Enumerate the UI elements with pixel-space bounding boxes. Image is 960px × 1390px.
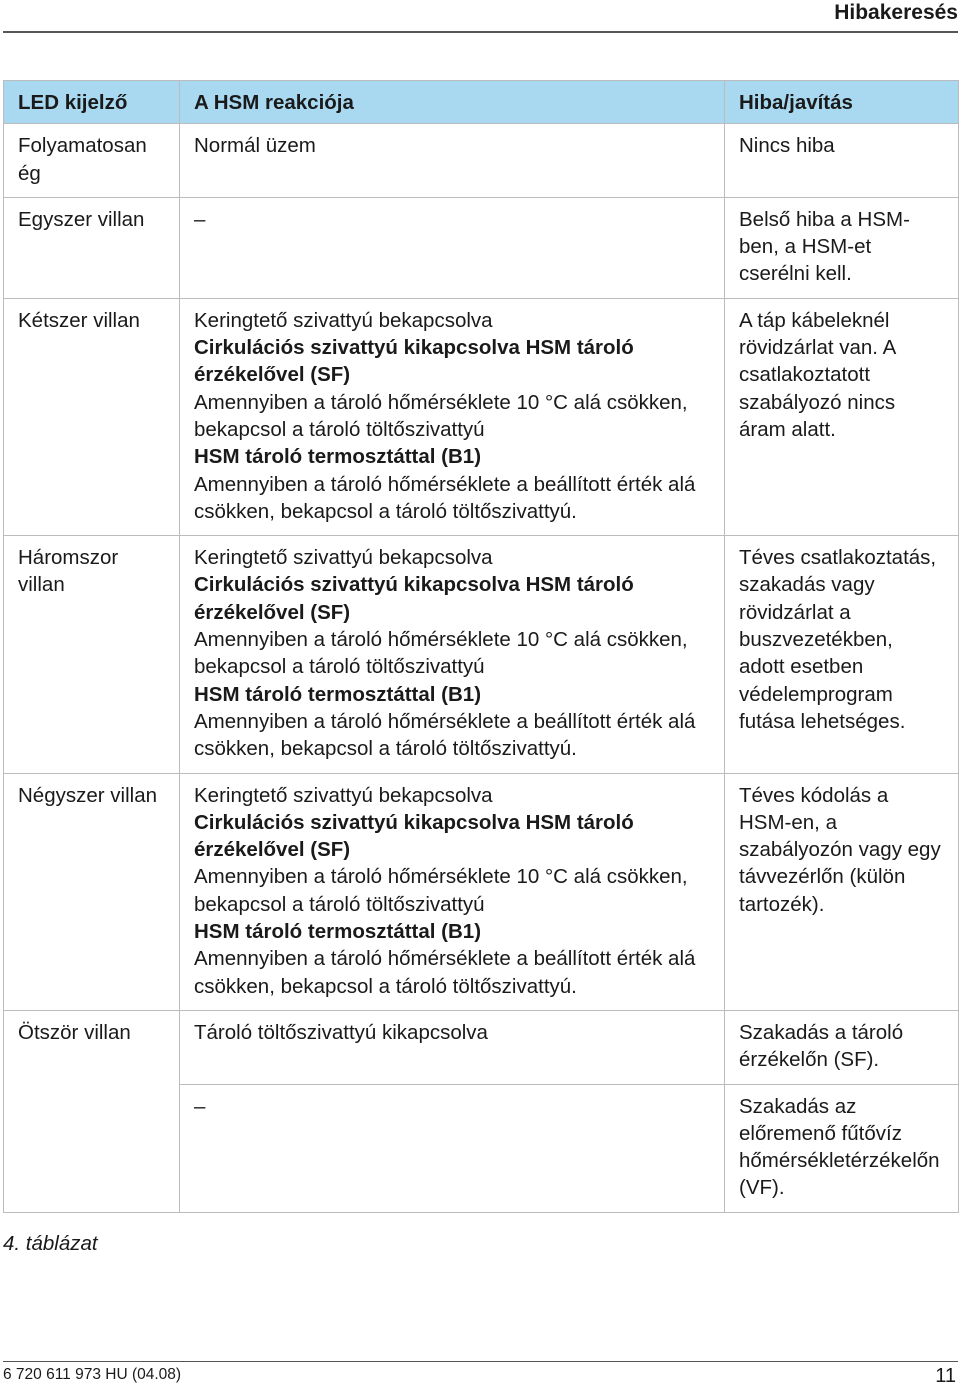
- reaction-line: Keringtető szivattyú bekapcsolva: [194, 546, 493, 570]
- reaction-line-bold: HSM tároló termosztáttal (B1): [194, 445, 482, 469]
- reaction-line: Keringtető szivattyú bekapcsolva: [194, 308, 493, 332]
- table-row: [4, 536, 959, 773]
- reaction-line: Amennyiben a tároló hőmérséklete a beállított érték alá csökken, bekapcsol a tároló töltőszivattyú.: [194, 947, 696, 998]
- reaction-cell: Tároló töltőszivattyú kikapcsolva: [180, 1010, 725, 1084]
- table-row: [4, 298, 959, 535]
- reaction-line: Amennyiben a tároló hőmérséklete 10 °C alá csökken, bekapcsol a tároló töltőszivattyú: [194, 390, 688, 441]
- reaction-line-bold: HSM tároló termosztáttal (B1): [194, 920, 482, 944]
- fix-cell: Szakadás a tároló érzékelőn (SF).: [725, 1010, 959, 1084]
- led-cell: Egyszer villan: [4, 197, 180, 298]
- table-row: [4, 124, 959, 198]
- reaction-line-bold: Cirkulációs szivattyú kikapcsolva HSM tároló érzékelővel (SF): [194, 336, 634, 387]
- reaction-cell: [180, 298, 725, 535]
- reaction-line-bold: HSM tároló termosztáttal (B1): [194, 682, 482, 706]
- page-number: 11: [935, 1365, 956, 1387]
- reaction-line: Amennyiben a tároló hőmérséklete a beállított érték alá csökken, bekapcsol a tároló töltőszivattyú.: [194, 472, 696, 523]
- reaction-line: Amennyiben a tároló hőmérséklete 10 °C alá csökken, bekapcsol a tároló töltőszivattyú: [194, 628, 688, 679]
- table-row: [4, 773, 959, 1010]
- page-header-title: Hibakeresés: [834, 1, 958, 24]
- fix-cell: A táp kábeleknél rövidzárlat van. A csatlakoztatott szabályozó nincs áram alatt.: [725, 298, 959, 535]
- reaction-line-bold: Cirkulációs szivattyú kikapcsolva HSM tároló érzékelővel (SF): [194, 810, 634, 862]
- fix-cell: Szakadás az előremenő fűtővíz hőmérsékletérzékelőn (VF).: [725, 1084, 959, 1212]
- reaction-cell: [180, 773, 725, 1010]
- column-header-fix: Hiba/javítás: [725, 81, 959, 124]
- reaction-cell: –: [180, 197, 725, 298]
- reaction-cell: –: [180, 1084, 725, 1212]
- table-row: [4, 197, 959, 298]
- led-troubleshooting-table: [3, 80, 959, 1213]
- fix-cell: Nincs hiba: [725, 124, 959, 198]
- led-cell: Ötször villan: [4, 1010, 180, 1212]
- led-cell: Kétszer villan: [4, 298, 180, 535]
- led-cell: Háromszor villan: [4, 536, 180, 773]
- column-header-led: LED kijelző: [4, 81, 180, 124]
- reaction-line: Amennyiben a tároló hőmérséklete 10 °C alá csökken, bekapcsol a tároló töltőszivattyú: [194, 865, 688, 916]
- column-header-reaction: A HSM reakciója: [180, 81, 725, 124]
- reaction-line-bold: Cirkulációs szivattyú kikapcsolva HSM tároló érzékelővel (SF): [194, 573, 634, 624]
- reaction-line: Amennyiben a tároló hőmérséklete a beállított érték alá csökken, bekapcsol a tároló töltőszivattyú.: [194, 709, 696, 761]
- led-cell: Négyszer villan: [4, 773, 180, 1010]
- table-header-row: [4, 81, 959, 124]
- header-divider: [3, 31, 958, 33]
- footer-divider: [3, 1361, 958, 1362]
- table-row: [4, 1010, 959, 1084]
- reaction-cell: [180, 536, 725, 773]
- fix-cell: Téves csatlakoztatás, szakadás vagy rövidzárlat a buszvezetékben, adott esetben védelemprogram futása lehetséges.: [725, 536, 959, 773]
- reaction-line: Keringtető szivattyú bekapcsolva: [194, 783, 493, 807]
- document-code: 6 720 611 973 HU (04.08): [3, 1366, 182, 1383]
- led-cell: Folyamatosan ég: [4, 124, 180, 198]
- reaction-cell: Normál üzem: [180, 124, 725, 198]
- fix-cell: Téves kódolás a HSM-en, a szabályozón vagy egy távvezérlőn (külön tartozék).: [725, 773, 959, 1010]
- table-caption: 4. táblázat: [3, 1232, 98, 1255]
- fix-cell: Belső hiba a HSM-ben, a HSM-et cserélni kell.: [725, 197, 959, 298]
